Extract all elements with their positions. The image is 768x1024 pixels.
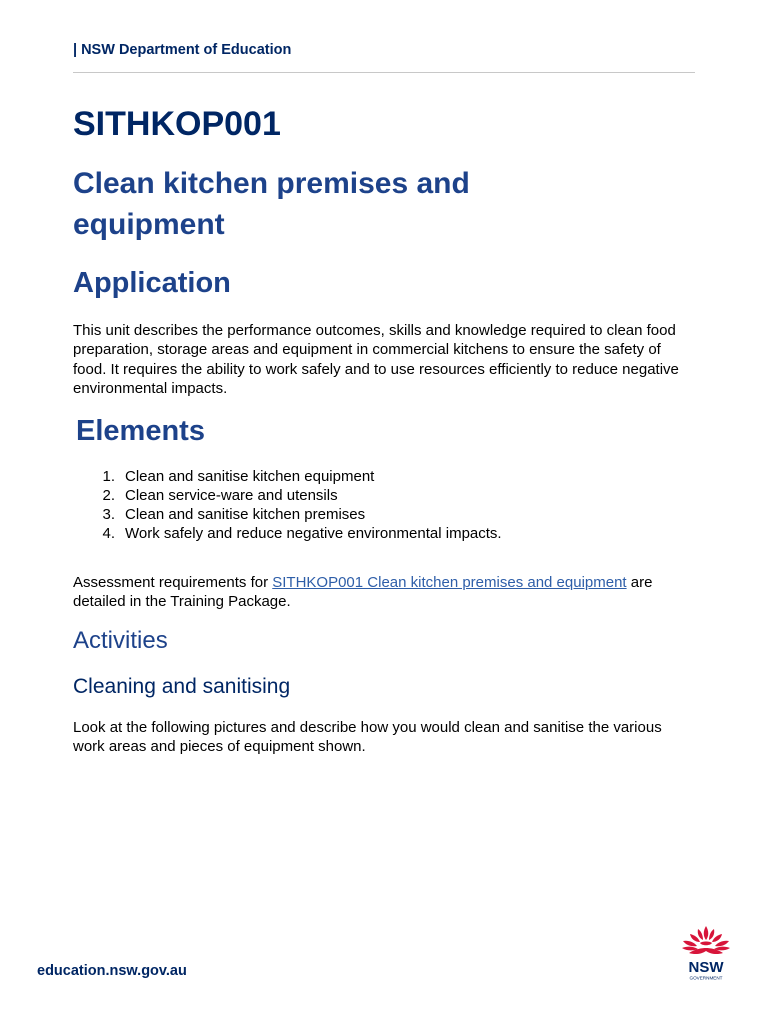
department-header: | NSW Department of Education bbox=[73, 42, 292, 58]
nsw-government-logo bbox=[676, 924, 736, 982]
list-item-number: 4. bbox=[102, 525, 115, 542]
list-item-number: 1. bbox=[102, 468, 115, 485]
list-item bbox=[73, 467, 502, 486]
list-item bbox=[73, 524, 502, 543]
nsw-wordmark: NSW bbox=[688, 959, 724, 976]
list-item bbox=[73, 486, 502, 505]
application-heading: Application bbox=[73, 267, 231, 299]
list-item-text: Work safely and reduce negative environmental impacts. bbox=[125, 525, 502, 542]
application-paragraph: This unit describes the performance outcomes, skills and knowledge required to clean food preparation, storage areas and equipment in commercial kitchens to ensure the safety of food. It requires the ability to work safely and to use resources efficiently to reduce negative environmental impacts. bbox=[73, 322, 679, 398]
list-item-text: Clean and sanitise kitchen premises bbox=[125, 506, 366, 523]
assessment-paragraph bbox=[73, 573, 688, 612]
elements-list bbox=[73, 467, 502, 543]
list-item-number: 2. bbox=[102, 487, 115, 504]
elements-heading: Elements bbox=[76, 415, 205, 447]
cleaning-subheading: Cleaning and sanitising bbox=[73, 675, 291, 698]
activities-heading: Activities bbox=[73, 627, 168, 654]
nsw-logo-subtitle: GOVERNMENT bbox=[689, 975, 723, 981]
footer-url: education.nsw.gov.au bbox=[37, 963, 187, 979]
cleaning-paragraph: Look at the following pictures and describe how you would clean and sanitise the various work areas and pieces of equipment shown. bbox=[73, 719, 662, 755]
waratah-icon bbox=[676, 924, 736, 982]
list-item-text: Clean service-ware and utensils bbox=[125, 487, 338, 504]
assessment-suffix: are detailed in the Training Package. bbox=[73, 574, 653, 611]
list-item bbox=[73, 505, 502, 524]
assessment-prefix: Assessment requirements for bbox=[73, 574, 273, 591]
training-package-link[interactable]: SITHKOP001 Clean kitchen premises and equipment bbox=[272, 574, 627, 591]
unit-code: SITHKOP001 bbox=[73, 105, 281, 143]
unit-title: Clean kitchen premises and equipment bbox=[73, 167, 470, 241]
list-item-text: Clean and sanitise kitchen equipment bbox=[125, 468, 375, 485]
header-divider bbox=[73, 72, 695, 73]
list-item-number: 3. bbox=[102, 506, 115, 523]
